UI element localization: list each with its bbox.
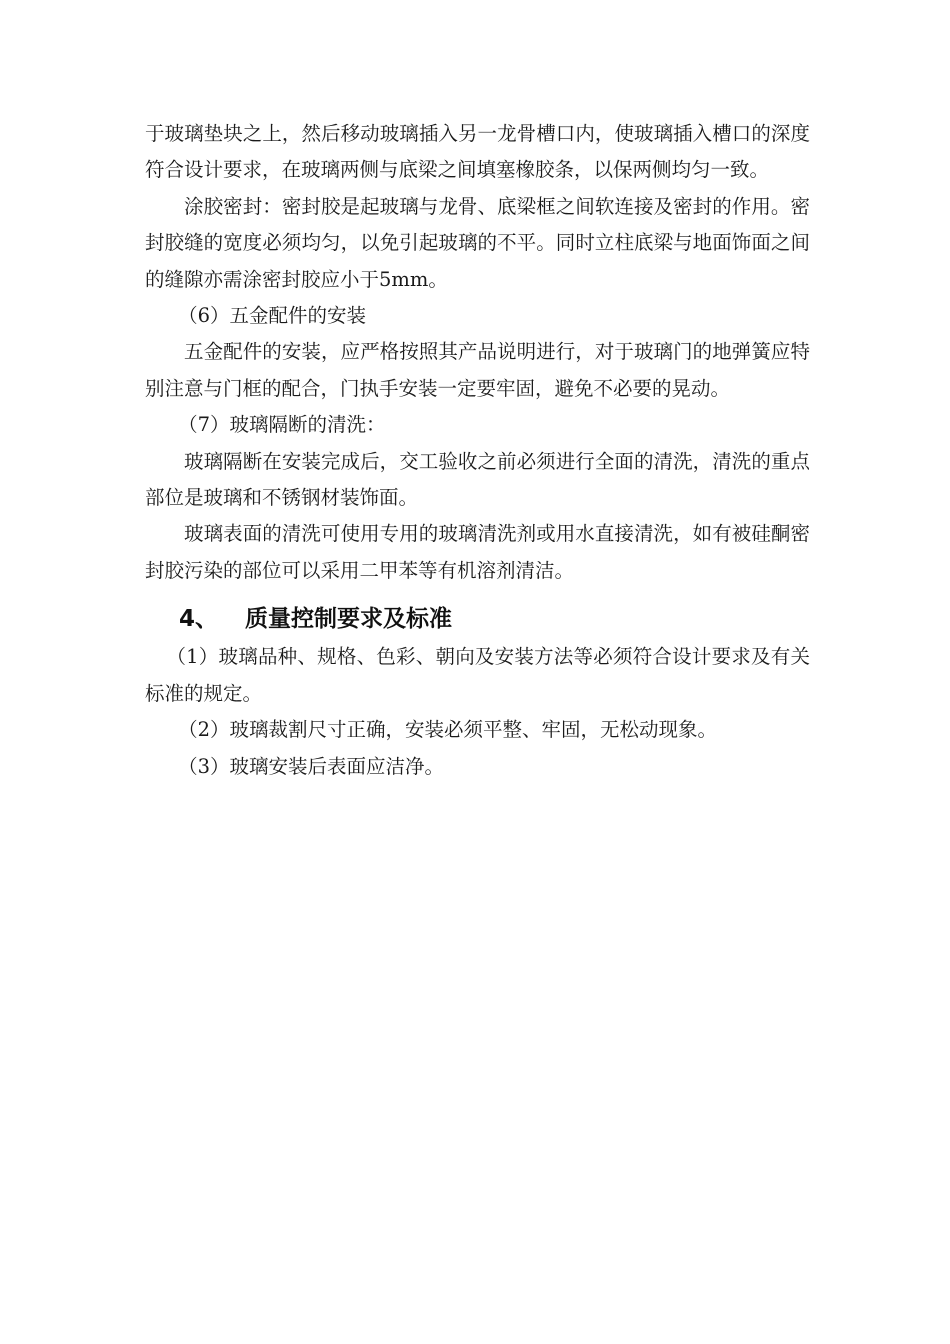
paragraph-sealant: 涂胶密封：密封胶是起玻璃与龙骨、底梁框之间软连接及密封的作用。密封胶缝的宽度必须均匀，以免引起玻璃的不平。同时立柱底梁与地面饰面之间的缝隙亦需涂密封胶应小于5mm。 xyxy=(145,194,810,291)
paragraph-hardware: 五金配件的安装，应严格按照其产品说明进行，对于玻璃门的地弹簧应特别注意与门框的配合，门执手安装一定要牢固，避免不必要的晃动。 xyxy=(145,340,810,400)
section-title: 质量控制要求及标准 xyxy=(245,606,452,633)
subheading-hardware: （6）五金配件的安装 xyxy=(178,304,367,328)
quality-item-1: （1）玻璃品种、规格、色彩、朝向及安装方法等必须符合设计要求及有关标准的规定。 xyxy=(145,645,810,705)
paragraph-surface-cleaning: 玻璃表面的清洗可使用专用的玻璃清洗剂或用水直接清洗，如有被硅酮密封胶污染的部位可以采用二甲苯等有机溶剂清洁。 xyxy=(145,522,810,582)
subheading-cleaning: （7）玻璃隔断的清洗： xyxy=(178,413,386,437)
quality-item-2: （2）玻璃裁割尺寸正确，安装必须平整、牢固，无松动现象。 xyxy=(178,718,718,742)
section-heading-quality xyxy=(145,599,810,639)
paragraph-cleaning: 玻璃隔断在安装完成后，交工验收之前必须进行全面的清洗，清洗的重点部位是玻璃和不锈钢材装饰面。 xyxy=(145,449,810,510)
section-number: 4、 xyxy=(179,606,219,633)
paragraph-glass-installation: 于玻璃垫块之上，然后移动玻璃插入另一龙骨槽口内，使玻璃插入槽口的深度符合设计要求，在玻璃两侧与底梁之间填塞橡胶条，以保两侧均匀一致。 xyxy=(145,122,810,182)
quality-item-3: （3）玻璃安装后表面应洁净。 xyxy=(178,754,445,778)
document-body xyxy=(145,116,810,785)
